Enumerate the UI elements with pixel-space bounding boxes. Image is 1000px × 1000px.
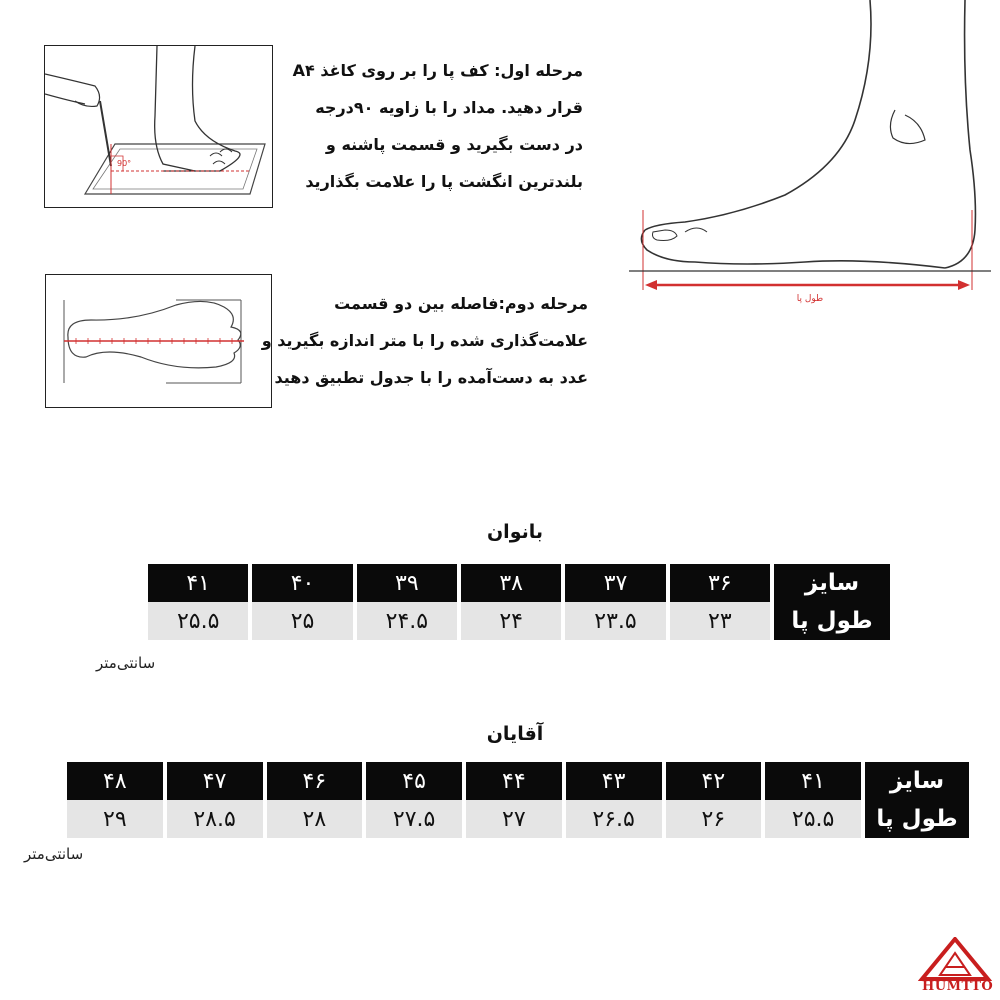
length-cell: ۲۸.۵ [167, 800, 263, 838]
length-cell: ۲۷ [466, 800, 562, 838]
men-title: آقایان [486, 723, 544, 745]
brand-triangle-icon [918, 937, 992, 981]
size-cell: ۴۴ [466, 762, 562, 800]
foot-side-view-icon [625, 0, 995, 310]
size-cell: ۳۸ [461, 564, 561, 602]
step1-line-4: بلندترین انگشت پا را علامت بگذارید [305, 172, 583, 191]
size-cell: ۴۰ [252, 564, 352, 602]
women-unit: سانتی‌متر [96, 654, 156, 672]
length-cell: ۲۸ [267, 800, 363, 838]
length-cell: ۲۷.۵ [366, 800, 462, 838]
size-cell: ۴۸ [67, 762, 163, 800]
foot-on-paper-icon [45, 46, 271, 206]
length-label-cell: طول پا [774, 602, 890, 640]
size-label-cell: سایز [774, 564, 890, 602]
step2-line-2: علامت‌گذاری شده را با متر اندازه بگیرید و [261, 331, 588, 350]
foot-length-label: طول پا [796, 294, 824, 304]
men-length-row [67, 800, 969, 838]
length-cell: ۲۹ [67, 800, 163, 838]
size-cell: ۴۱ [765, 762, 861, 800]
step1-line-3: در دست بگیرید و قسمت پاشنه و [325, 135, 583, 154]
step1-text [283, 52, 583, 200]
step2-line-3: عدد به دست‌آمده را با جدول تطبیق دهید [274, 368, 588, 387]
size-label-cell: سایز [865, 762, 969, 800]
brand-logo [918, 937, 992, 995]
size-cell: ۴۶ [267, 762, 363, 800]
length-cell: ۲۵.۵ [765, 800, 861, 838]
step1-line-1: مرحله اول: کف پا را بر روی کاغذ A۴ [292, 61, 583, 80]
size-cell: ۴۷ [167, 762, 263, 800]
length-cell: ۲۳ [670, 602, 770, 640]
step1-line-2: قرار دهید. مداد را با زاویه ۹۰درجه [315, 98, 583, 117]
men-unit: سانتی‌متر [24, 845, 84, 863]
length-cell: ۲۳.۵ [565, 602, 665, 640]
women-size-table [144, 564, 894, 640]
size-cell: ۳۶ [670, 564, 770, 602]
angle-label: 90° [117, 159, 132, 168]
length-cell: ۲۵ [252, 602, 352, 640]
foot-side-illustration [625, 0, 995, 310]
length-cell: ۲۴ [461, 602, 561, 640]
men-size-table [63, 762, 973, 838]
footprint-ruler-icon [46, 275, 270, 406]
length-cell: ۲۴.۵ [357, 602, 457, 640]
length-cell: ۲۶.۵ [566, 800, 662, 838]
step2-illustration [45, 274, 272, 408]
women-size-row [148, 564, 890, 602]
length-cell: ۲۵.۵ [148, 602, 248, 640]
size-cell: ۳۹ [357, 564, 457, 602]
step1-illustration [44, 45, 273, 208]
women-length-row [148, 602, 890, 640]
length-cell: ۲۶ [666, 800, 762, 838]
step2-text [261, 285, 588, 396]
size-cell: ۴۲ [666, 762, 762, 800]
women-title: بانوان [486, 521, 544, 543]
size-cell: ۴۳ [566, 762, 662, 800]
step2-line-1: مرحله دوم:فاصله بین دو قسمت [334, 294, 588, 313]
size-cell: ۴۱ [148, 564, 248, 602]
brand-name: HUMTTO [922, 979, 994, 994]
size-cell: ۳۷ [565, 564, 665, 602]
size-cell: ۴۵ [366, 762, 462, 800]
length-label-cell: طول پا [865, 800, 969, 838]
men-size-row [67, 762, 969, 800]
